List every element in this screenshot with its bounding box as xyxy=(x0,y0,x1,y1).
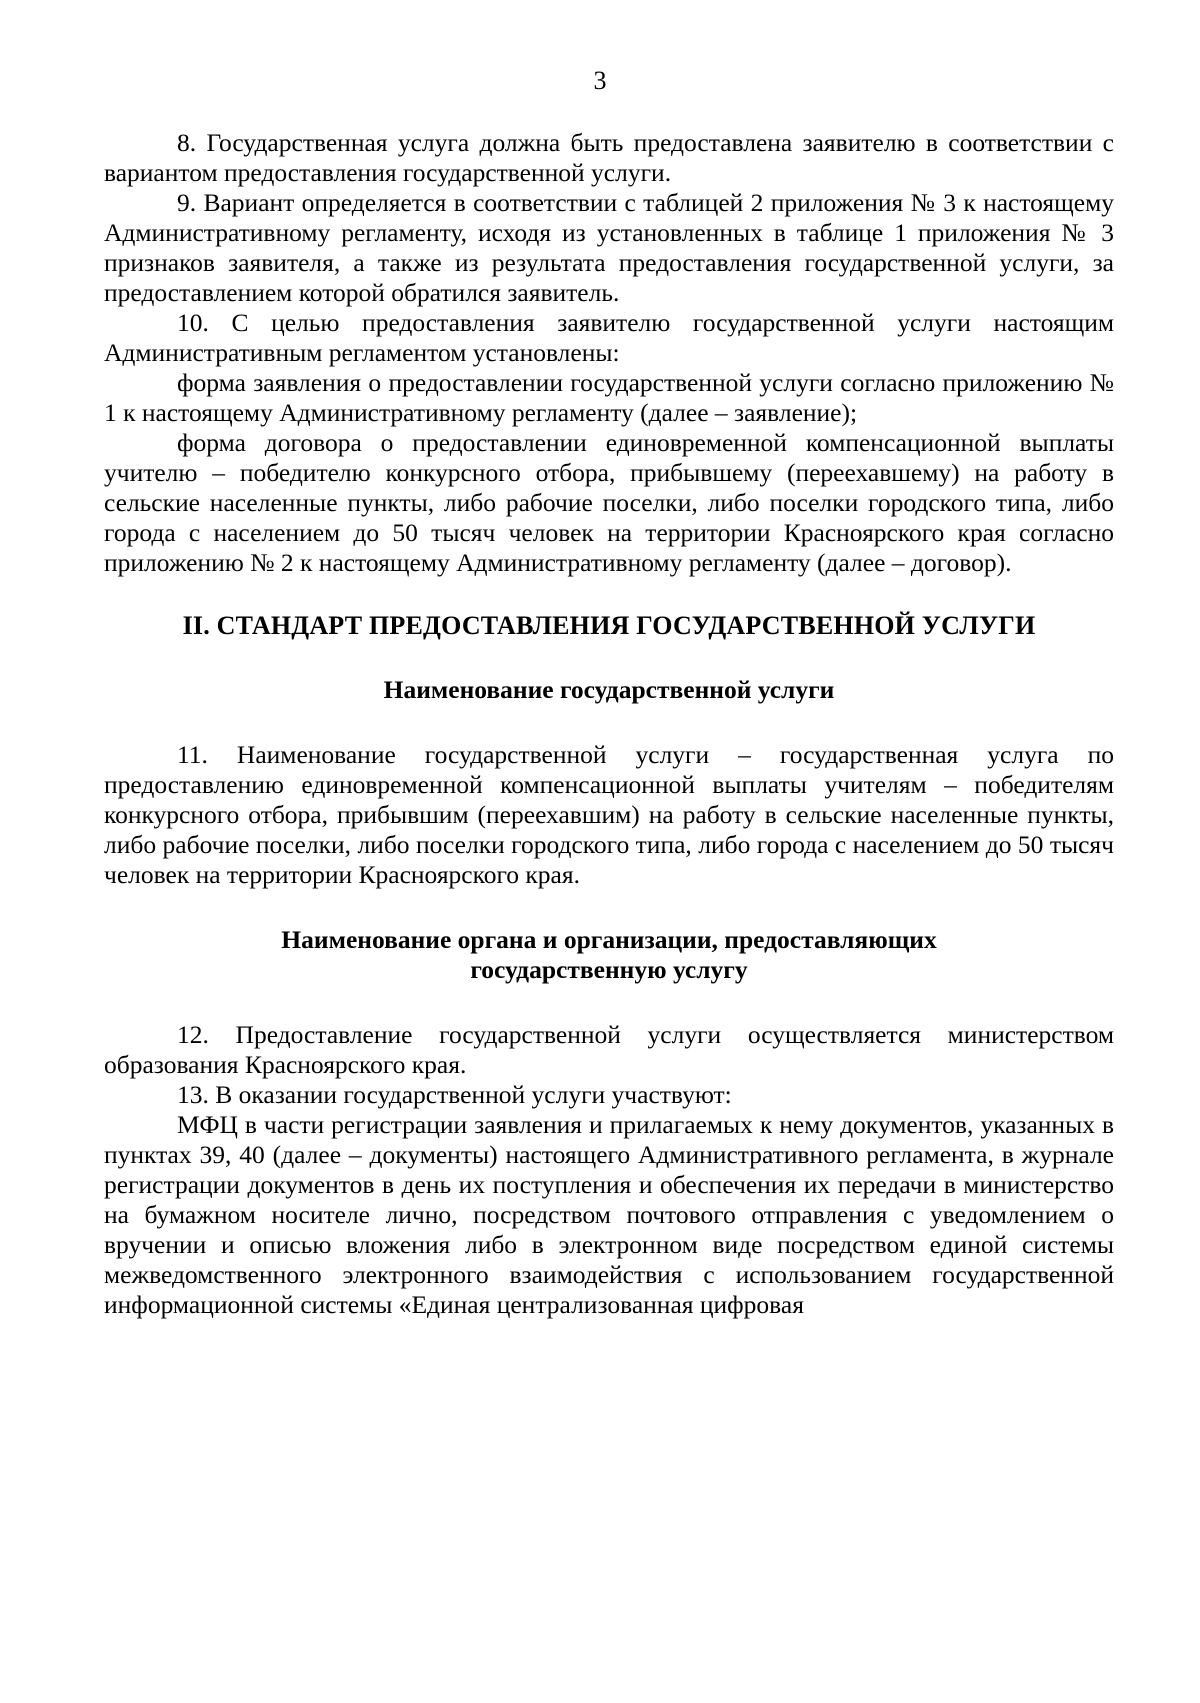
page-number: 3 xyxy=(593,66,607,95)
paragraph-13: 13. В оказании государственной услуги участвуют: xyxy=(177,1080,732,1109)
paragraph-13-mfc: МФЦ в части регистрации заявления и прилагаемых к нему документов, указанных в пунктах 39, 40 (далее – документы) настоящего Административного регламента, в журнале регистрации документов в день их поступления и обеспечения их передачи в министерство на бумажном носителе лично, посредством почтового отправления с уведомлением о вручении и описью вложения либо в электронном виде посредством единой системы межведомственного электронного взаимодействия с использованием государственной информационной системы «Единая централизованная цифровая xyxy=(104,1110,1114,1319)
subsection-title-authority xyxy=(104,925,1114,985)
paragraph-9: 9. Вариант определяется в соответствии с таблицей 2 приложения № 3 к настоящему Административному регламенту, исходя из установленных в таблице 1 приложения № 3 признаков заявителя, а также из результата предоставления государственной услуги, за предоставлением которой обратился заявитель. xyxy=(104,188,1114,307)
document-body xyxy=(104,128,1114,1320)
subsection-title-service-name: Наименование государственной услуги xyxy=(383,675,835,704)
paragraph-12: 12. Предоставление государственной услуги осуществляется министерством образования Красноярского края. xyxy=(104,1020,1114,1079)
paragraph-10: 10. С целью предоставления заявителю государственной услуги настоящим Административным регламентом установлены: xyxy=(104,308,1114,367)
paragraph-10-application-form: форма заявления о предоставлении государственной услуги согласно приложению № 1 к настоящему Административному регламенту (далее – заявление); xyxy=(104,368,1114,427)
paragraph-10-contract-form: форма договора о предоставлении единовременной компенсационной выплаты учителю – победителю конкурсного отбора, прибывшему (переехавшему) на работу в сельские населенные пункты, либо рабочие поселки, либо поселки городского типа, либо города с населением до 50 тысяч человек на территории Красноярского края согласно приложению № 2 к настоящему Административному регламенту (далее – договор). xyxy=(104,428,1114,577)
paragraph-11: 11. Наименование государственной услуги – государственная услуга по предоставлению единовременной компенсационной выплаты учителям – победителям конкурсного отбора, прибывшим (переехавшим) на работу в сельские населенные пункты, либо рабочие поселки, либо поселки городского типа, либо города с населением до 50 тысяч человек на территории Красноярского края. xyxy=(104,740,1114,889)
section-title: II. СТАНДАРТ ПРЕДОСТАВЛЕНИЯ ГОСУДАРСТВЕННОЙ УСЛУГИ xyxy=(182,611,1036,640)
paragraph-8: 8. Государственная услуга должна быть предоставлена заявителю в соответствии с вариантом предоставления государственной услуги. xyxy=(104,128,1114,187)
subsection-title-authority-line-2: государственную услугу xyxy=(470,955,748,984)
subsection-title-authority-line-1: Наименование органа и организации, предоставляющих xyxy=(281,925,937,954)
